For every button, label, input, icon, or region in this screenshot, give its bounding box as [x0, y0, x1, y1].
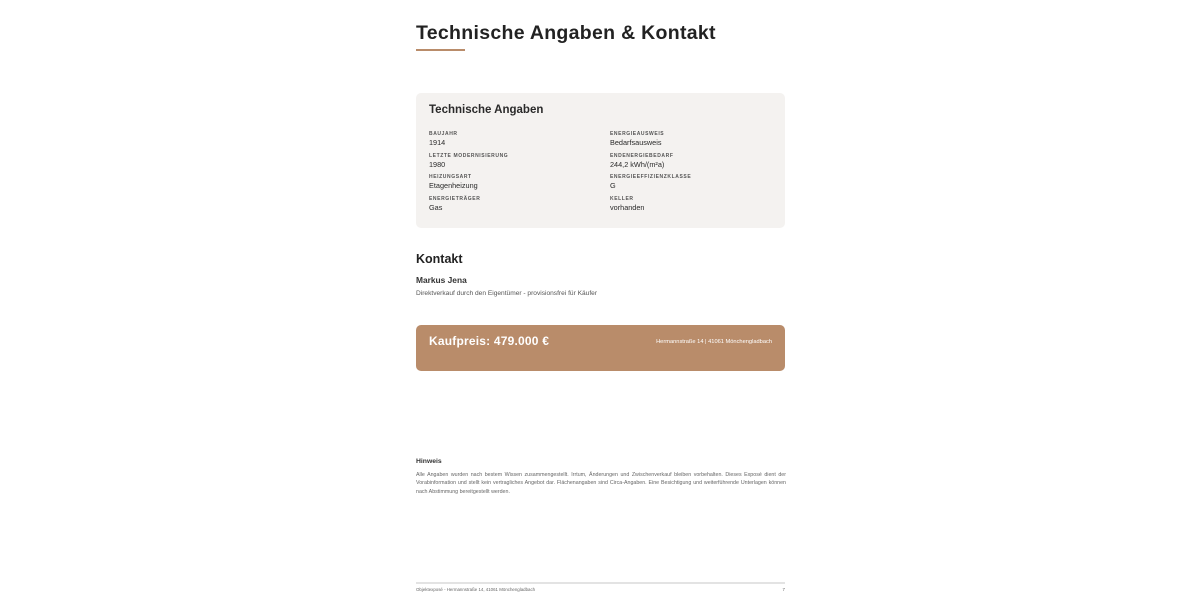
page-title: Technische Angaben & Kontakt: [416, 22, 716, 44]
footer-document-info: Objektexposé - Hermannstraße 14, 41061 Mönchengladbach: [416, 587, 536, 592]
disclaimer-title: Hinweis: [416, 458, 442, 465]
spec-item-energieausweis: [610, 131, 691, 153]
contact-name: Markus Jena: [416, 275, 467, 285]
technical-details-card: [416, 93, 785, 228]
spec-item-heizungsart: [429, 174, 508, 196]
spec-value: 1980: [429, 159, 446, 169]
contact-heading: Kontakt: [416, 252, 463, 266]
spec-label: LETZTE MODERNISIERUNG: [429, 152, 509, 159]
spec-value: vorhanden: [610, 202, 645, 212]
price-box: [416, 325, 785, 371]
spec-label: ENERGIEAUSWEIS: [610, 131, 665, 137]
purchase-price: Kaufpreis: 479.000 €: [429, 334, 550, 348]
spec-item-baujahr: [429, 131, 508, 153]
spec-value: Gas: [429, 202, 443, 212]
technical-details-title: Technische Angaben: [429, 104, 544, 116]
title-accent-underline: [416, 49, 465, 51]
spec-item-keller: [610, 196, 691, 218]
spec-label: KELLER: [610, 195, 634, 202]
footer-divider: [416, 582, 785, 584]
spec-label: ENERGIETRÄGER: [429, 195, 481, 202]
spec-item-energietraeger: [429, 196, 508, 218]
spec-value: Bedarfsausweis: [610, 138, 662, 147]
contact-description: Direktverkauf durch den Eigentümer - provisionsfrei für Käufer: [416, 290, 598, 297]
spec-item-endenergiebedarf: [610, 153, 691, 175]
spec-label: HEIZUNGSART: [429, 174, 472, 180]
spec-value: 244,2 kWh/(m²a): [610, 159, 665, 169]
spec-label: BAUJAHR: [429, 131, 458, 137]
spec-value: 1914: [429, 138, 446, 147]
spec-item-energieeffizienzklasse: [610, 174, 691, 196]
page-number: 7: [782, 587, 785, 592]
spec-label: ENERGIEEFFIZIENZKLASSE: [610, 174, 692, 180]
spec-item-modernisierung: [429, 153, 508, 175]
spec-value: Etagenheizung: [429, 181, 478, 190]
spec-column-right: [610, 131, 691, 217]
disclaimer-text: Alle Angaben wurden nach bestem Wissen zusammengestellt. Irrtum, Änderungen und Zwischenverkauf bleiben vorbehalten. Dieses Exposé dient der Vorabinformation und stellt kein vertragliches Angebot dar. Flächenangaben sind Circa-Angaben. Eine Besichtigung und weiterführende Unterlagen können nach Abstimmung bereitgestellt werden.: [416, 472, 786, 495]
spec-value: G: [610, 181, 616, 190]
spec-column-left: [429, 131, 508, 217]
spec-label: ENDENERGIEBEDARF: [610, 152, 674, 159]
property-address: Hermannstraße 14 | 41061 Mönchengladbach: [656, 339, 772, 345]
